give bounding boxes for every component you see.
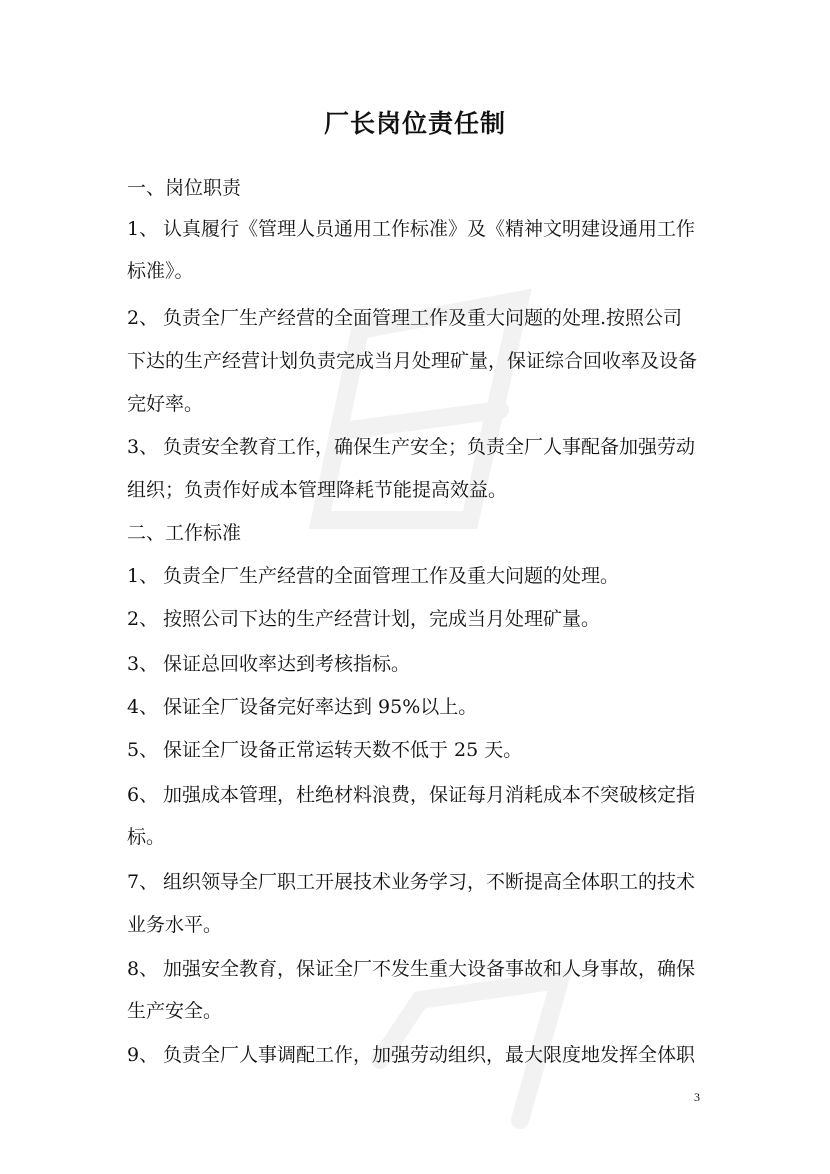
item-number: 1、 xyxy=(127,218,159,240)
document-title: 厂长岗位责任制 xyxy=(323,109,506,138)
item-number: 4、 xyxy=(127,696,159,718)
item-text: 保证全厂设备完好率达到 95%以上。 xyxy=(163,696,478,718)
item-number: 5、 xyxy=(127,739,159,761)
item-text: 负责安全教育工作，确保生产安全；负责全厂人事配备加强劳动 xyxy=(163,436,696,458)
list-item xyxy=(127,651,410,677)
list-item xyxy=(127,737,522,763)
item-continuation: 生产安全。 xyxy=(127,1000,223,1022)
section-heading-duties: 一、岗位职责 xyxy=(127,177,242,199)
item-number: 7、 xyxy=(127,871,159,893)
list-item xyxy=(127,563,619,589)
item-number: 9、 xyxy=(127,1044,159,1066)
item-number: 8、 xyxy=(127,958,159,980)
item-continuation: 完好率。 xyxy=(127,393,204,415)
item-continuation: 标。 xyxy=(127,826,166,848)
list-item xyxy=(127,216,695,242)
list-item xyxy=(127,956,695,982)
list-item xyxy=(127,606,600,632)
item-text: 保证全厂设备正常运转天数不低于 25 天。 xyxy=(163,739,523,761)
page-number: 3 xyxy=(694,1090,700,1104)
list-item xyxy=(127,869,695,895)
item-text: 加强成本管理，杜绝材料浪费，保证每月消耗成本不突破核定指 xyxy=(163,784,696,806)
item-number: 3、 xyxy=(127,653,159,675)
item-continuation: 业务水平。 xyxy=(127,914,223,936)
item-text: 加强安全教育，保证全厂不发生重大设备事故和人身事故，确保 xyxy=(163,958,696,980)
item-text: 负责全厂生产经营的全面管理工作及重大问题的处理.按照公司 xyxy=(163,307,683,329)
item-text: 认真履行《管理人员通用工作标准》及《精神文明建设通用工作 xyxy=(163,218,696,240)
section-heading-standards: 二、工作标准 xyxy=(127,522,242,544)
list-item xyxy=(127,305,682,331)
item-text: 按照公司下达的生产经营计划，完成当月处理矿量。 xyxy=(163,608,601,630)
list-item xyxy=(127,434,695,460)
item-number: 3、 xyxy=(127,436,159,458)
item-number: 2、 xyxy=(127,608,159,630)
item-continuation: 下达的生产经营计划负责完成当月处理矿量，保证综合回收率及设备 xyxy=(127,350,698,372)
item-number: 1、 xyxy=(127,565,159,587)
list-item xyxy=(127,1042,695,1068)
item-continuation: 组织；负责作好成本管理降耗节能提高效益。 xyxy=(127,479,508,501)
item-number: 2、 xyxy=(127,307,159,329)
item-text: 负责全厂生产经营的全面管理工作及重大问题的处理。 xyxy=(163,565,620,587)
list-item xyxy=(127,694,477,720)
item-text: 组织领导全厂职工开展技术业务学习，不断提高全体职工的技术 xyxy=(163,871,696,893)
item-number: 6、 xyxy=(127,784,159,806)
item-continuation: 标准》。 xyxy=(127,260,194,282)
list-item xyxy=(127,782,695,808)
item-text: 保证总回收率达到考核指标。 xyxy=(163,653,411,675)
item-text: 负责全厂人事调配工作，加强劳动组织，最大限度地发挥全体职 xyxy=(163,1044,696,1066)
